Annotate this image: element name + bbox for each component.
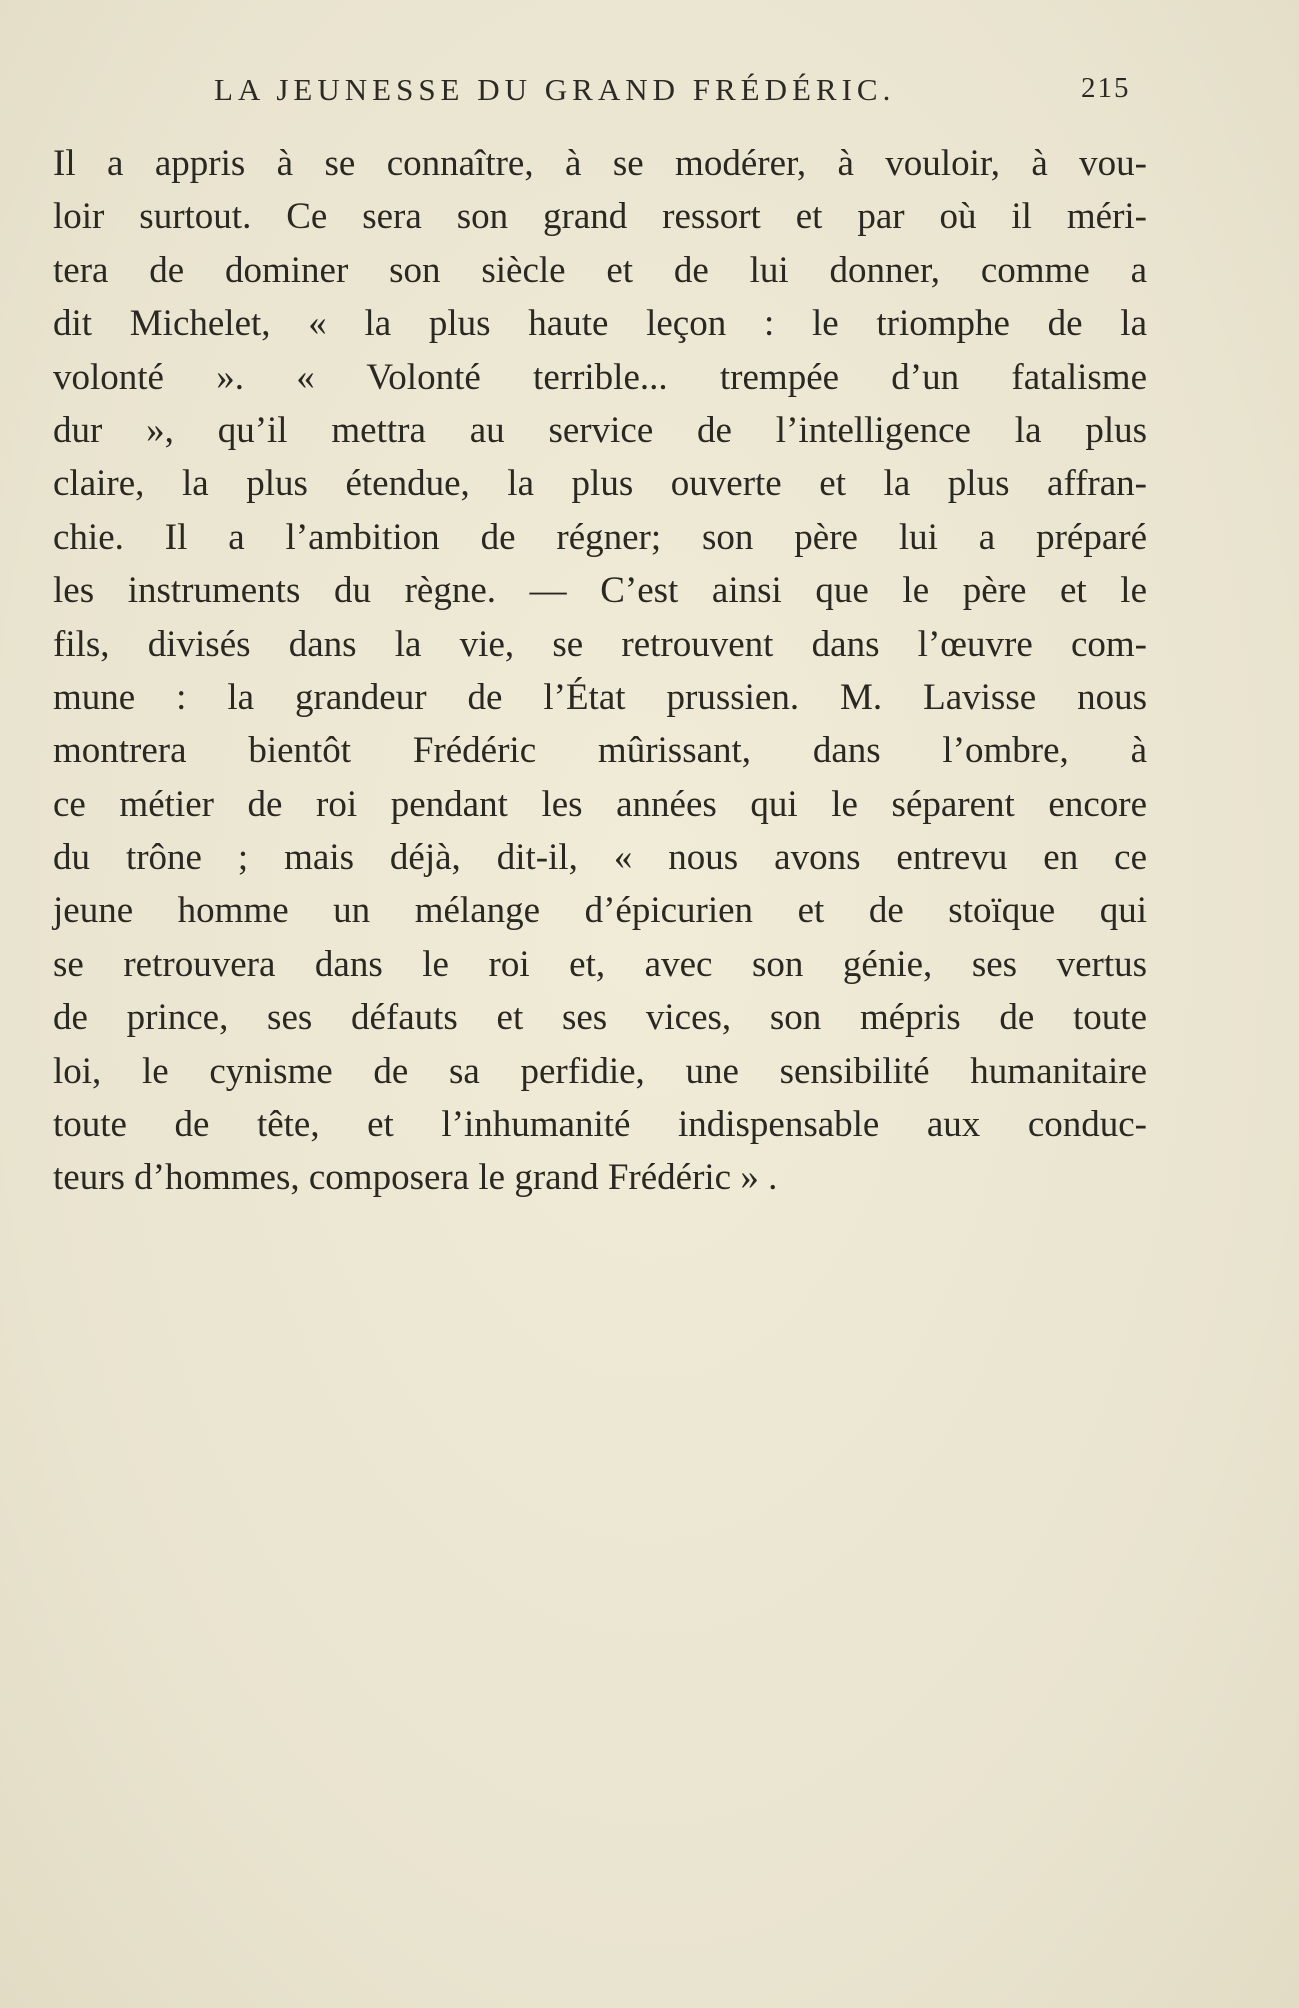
text-line: de prince, ses défauts et ses vices, son mépris de toute [53,997,1147,1039]
text-line: chie. Il a l’ambition de régner; son père lui a préparé [53,516,1147,558]
text-line: loir surtout. Ce sera son grand ressort et par où il méri- [53,196,1147,238]
page-number: 215 [1081,72,1131,104]
text-line: claire, la plus étendue, la plus ouverte et la plus affran- [53,463,1147,505]
text-line: toute de tête, et l’inhumanité indispensable aux conduc- [53,1104,1147,1146]
text-line: teurs d’hommes, composera le grand Frédéric » . [53,1157,778,1199]
running-title: LA JEUNESSE DU GRAND FRÉDÉRIC. [214,72,896,107]
text-line: montrera bientôt Frédéric mûrissant, dans l’ombre, à [53,730,1147,772]
text-line: mune : la grandeur de l’État prussien. M. Lavisse nous [53,676,1147,718]
text-line: les instruments du règne. — C’est ainsi que le père et le [53,570,1147,612]
text-line: Il a appris à se connaître, à se modérer, à vouloir, à vou- [53,143,1147,184]
text-line: tera de dominer son siècle et de lui donner, comme a [53,249,1147,291]
running-head [0,72,1299,122]
text-line: dit Michelet, « la plus haute leçon : le triomphe de la [53,303,1147,345]
text-line: volonté ». « Volonté terrible... trempée d’un fatalisme [53,356,1147,398]
text-line: du trône ; mais déjà, dit-il, « nous avons entrevu en ce [53,837,1147,879]
text-line: ce métier de roi pendant les années qui le séparent encore [53,783,1147,825]
text-line: loi, le cynisme de sa perfidie, une sensibilité humanitaire [53,1050,1147,1092]
text-line: jeune homme un mélange d’épicurien et de stoïque qui [53,890,1147,932]
body-text [53,137,1147,1205]
text-line: dur », qu’il mettra au service de l’intelligence la plus [53,409,1147,451]
text-line: se retrouvera dans le roi et, avec son génie, ses vertus [53,943,1147,985]
text-line: fils, divisés dans la vie, se retrouvent dans l’œuvre com- [53,623,1147,665]
